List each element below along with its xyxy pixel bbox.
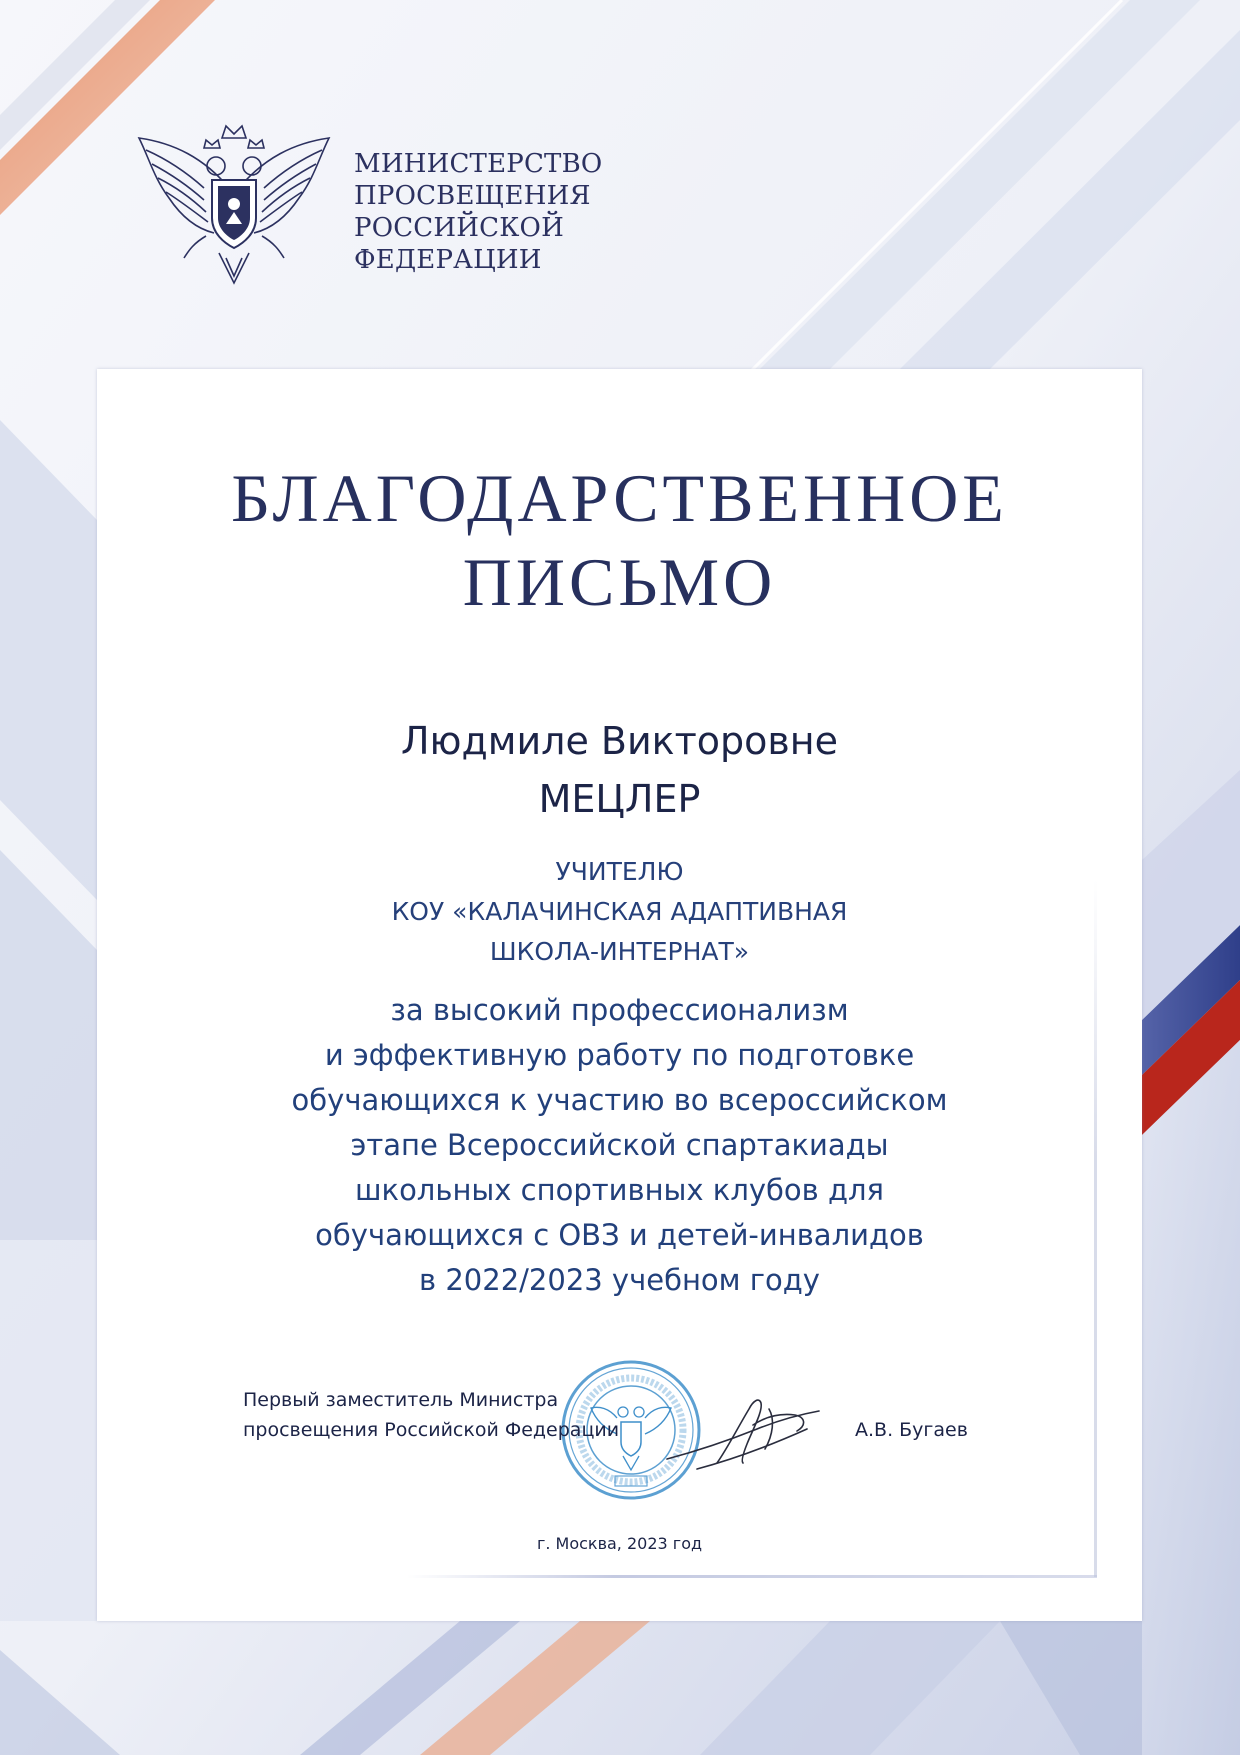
position-line: КОУ «КАЛАЧИНСКАЯ АДАПТИВНАЯ (391, 897, 848, 926)
reason-line: в 2022/2023 учебном году (419, 1263, 820, 1297)
recipient-position (97, 852, 1142, 972)
position-line: ШКОЛА-ИНТЕРНАТ» (489, 937, 750, 966)
recipient-first-name: Людмиле Викторовне (400, 719, 839, 763)
signer-title (243, 1385, 619, 1445)
handwritten-signature-icon (657, 1389, 827, 1479)
place-date: г. Москва, 2023 год (536, 1534, 703, 1553)
reason-line: школьных спортивных клубов для (355, 1173, 884, 1207)
ministry-name-line: РОССИЙСКОЙ (354, 213, 564, 243)
reason-line: за высокий профессионализм (390, 993, 849, 1027)
signer-name: А.В. Бугаев (855, 1419, 968, 1441)
letter-title-line: БЛАГОДАРСТВЕННОЕ (231, 460, 1008, 536)
gratitude-reason (97, 988, 1142, 1303)
reason-line: обучающихся с ОВЗ и детей-инвалидов (315, 1218, 924, 1252)
letter-title-line: ПИСЬМО (462, 544, 777, 620)
ministry-name-line: ПРОСВЕЩЕНИЯ (354, 181, 591, 211)
ministry-name-line: ФЕДЕРАЦИИ (354, 245, 542, 275)
signer-title-line: Первый заместитель Министра (243, 1389, 559, 1411)
ministry-name (354, 148, 602, 276)
ministry-header (134, 118, 654, 298)
reason-line: обучающихся к участию во всероссийском (291, 1083, 948, 1117)
recipient-last-name: МЕЦЛЕР (538, 777, 701, 821)
reason-line: и эффективную работу по подготовке (324, 1038, 915, 1072)
ministry-name-line: МИНИСТЕРСТВО (354, 149, 603, 179)
card-bottom-rule (407, 1575, 1097, 1578)
reason-line: этапе Всероссийской спартакиады (350, 1128, 889, 1162)
letter-card (97, 369, 1142, 1621)
position-line: УЧИТЕЛЮ (555, 857, 684, 886)
eagle-emblem-icon (134, 118, 334, 293)
signer-title-line: просвещения Российской Федерации (243, 1419, 620, 1441)
letter-title (97, 456, 1142, 624)
recipient (97, 712, 1142, 828)
